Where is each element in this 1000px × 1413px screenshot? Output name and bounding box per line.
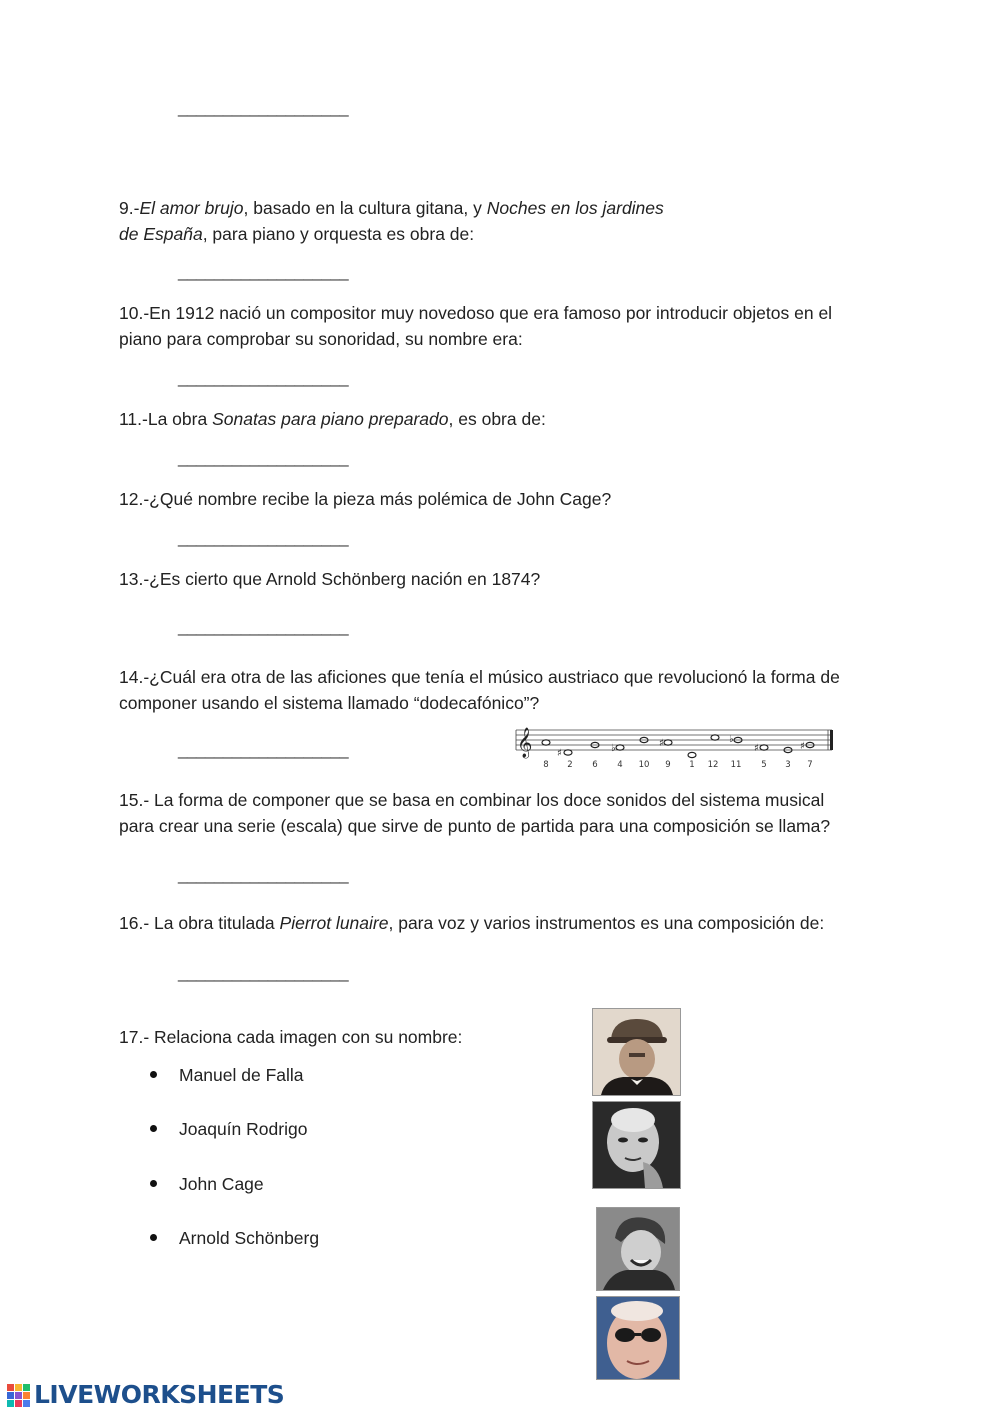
tone-row-staff: [510, 718, 840, 772]
name-label: Arnold Schönberg: [179, 1228, 320, 1248]
sharp-icon: ♯: [800, 741, 805, 752]
portrait-photo-2[interactable]: [592, 1101, 681, 1189]
q14-line2: componer usando el sistema llamado “dodecafónico”?: [119, 693, 540, 713]
liveworksheets-logo: [6, 1380, 284, 1409]
bullet-icon: [150, 1125, 157, 1132]
sharp-icon: ♯: [557, 748, 562, 759]
row-number: 2: [567, 760, 573, 770]
question-11: [119, 406, 889, 432]
name-option[interactable]: [150, 1119, 307, 1140]
answer-blank-14[interactable]: ___________________: [178, 740, 349, 759]
q16-prefix: 16.- La obra titulada: [119, 913, 280, 933]
portrait-photo-1[interactable]: [592, 1008, 681, 1096]
q17-text: 17.- Relaciona cada imagen con su nombre:: [119, 1027, 463, 1047]
answer-blank-9[interactable]: ___________________: [178, 262, 349, 281]
logo-icon: [6, 1383, 32, 1409]
row-number: 8: [543, 760, 549, 770]
q9-prefix: 9.-: [119, 198, 140, 218]
q9-mid: , basado en la cultura gitana, y: [243, 198, 487, 218]
q15-line1: 15.- La forma de componer que se basa en combinar los doce sonidos del sistema musical: [119, 790, 825, 810]
question-13: [119, 566, 889, 592]
name-option[interactable]: [150, 1228, 319, 1249]
note-2: [564, 750, 572, 755]
q11-work: Sonatas para piano preparado: [212, 409, 449, 429]
note-8: [542, 740, 550, 745]
answer-blank-15[interactable]: ___________________: [178, 865, 349, 884]
row-number: 6: [592, 760, 598, 770]
bullet-icon: [150, 1071, 157, 1078]
name-label: Manuel de Falla: [179, 1065, 304, 1085]
row-number: 3: [785, 760, 791, 770]
q9-work-2: Noches en los jardines: [486, 198, 664, 218]
question-17: [119, 1024, 889, 1050]
name-option[interactable]: [150, 1065, 304, 1086]
question-14: [119, 664, 889, 716]
row-number: 7: [807, 760, 813, 770]
question-9: [119, 195, 889, 247]
flat-icon: ♭: [611, 743, 616, 754]
row-number: 11: [730, 760, 742, 770]
row-number: 12: [707, 760, 719, 770]
answer-blank-16[interactable]: ___________________: [178, 963, 349, 982]
q9-end: , para piano y orquesta es obra de:: [202, 224, 475, 244]
q16-end: , para voz y varios instrumentos es una composición de:: [388, 913, 825, 933]
sharp-icon: ♯: [659, 738, 664, 749]
question-16: [119, 910, 889, 936]
row-number: 9: [665, 760, 671, 770]
note-9: [664, 740, 672, 745]
answer-blank-10[interactable]: ___________________: [178, 368, 349, 387]
q10-line1: 10.-En 1912 nació un compositor muy novedoso que era famoso por introducir objetos en el: [119, 303, 833, 323]
logo-text: LIVEWORKSHEETS: [34, 1380, 285, 1409]
question-12: [119, 486, 889, 512]
sharp-icon: ♯: [754, 743, 759, 754]
row-number: 10: [638, 760, 650, 770]
question-15: [119, 787, 889, 839]
note-4: [616, 745, 624, 750]
q15-line2: para crear una serie (escala) que sirve de punto de partida para una composición se llama?: [119, 816, 831, 836]
row-number: 5: [761, 760, 767, 770]
q10-line2: piano para comprobar su sonoridad, su nombre era:: [119, 329, 523, 349]
q13-text: 13.-¿Es cierto que Arnold Schönberg nación en 1874?: [119, 569, 541, 589]
q11-prefix: 11.-La obra: [119, 409, 213, 429]
bullet-icon: [150, 1180, 157, 1187]
treble-clef-icon: 𝄞: [517, 728, 533, 758]
answer-blank-12[interactable]: ___________________: [178, 528, 349, 547]
answer-blank-8[interactable]: ___________________: [178, 98, 349, 117]
q12-text: 12.-¿Qué nombre recibe la pieza más polémica de John Cage?: [119, 489, 612, 509]
note-1: [688, 752, 696, 757]
answer-blank-13[interactable]: ___________________: [178, 617, 349, 636]
name-label: John Cage: [179, 1174, 264, 1194]
question-10: [119, 300, 889, 352]
row-number: 1: [689, 760, 695, 770]
portrait-photo-3[interactable]: [596, 1207, 680, 1291]
portrait-photo-4[interactable]: [596, 1296, 680, 1380]
q16-work: Pierrot lunaire: [279, 913, 389, 933]
answer-blank-11[interactable]: ___________________: [178, 448, 349, 467]
bullet-icon: [150, 1234, 157, 1241]
name-option[interactable]: [150, 1174, 264, 1195]
name-label: Joaquín Rodrigo: [179, 1119, 308, 1139]
q14-line1: 14.-¿Cuál era otra de las aficiones que tenía el músico austriaco que revolucionó la forma de: [119, 667, 840, 687]
note-12: [711, 735, 719, 740]
q9-work-2b: de España: [119, 224, 203, 244]
note-5: [760, 745, 768, 750]
row-number: 4: [617, 760, 623, 770]
flat-icon: ♭: [729, 734, 734, 745]
q9-work-1: El amor brujo: [139, 198, 244, 218]
q11-end: , es obra de:: [448, 409, 546, 429]
